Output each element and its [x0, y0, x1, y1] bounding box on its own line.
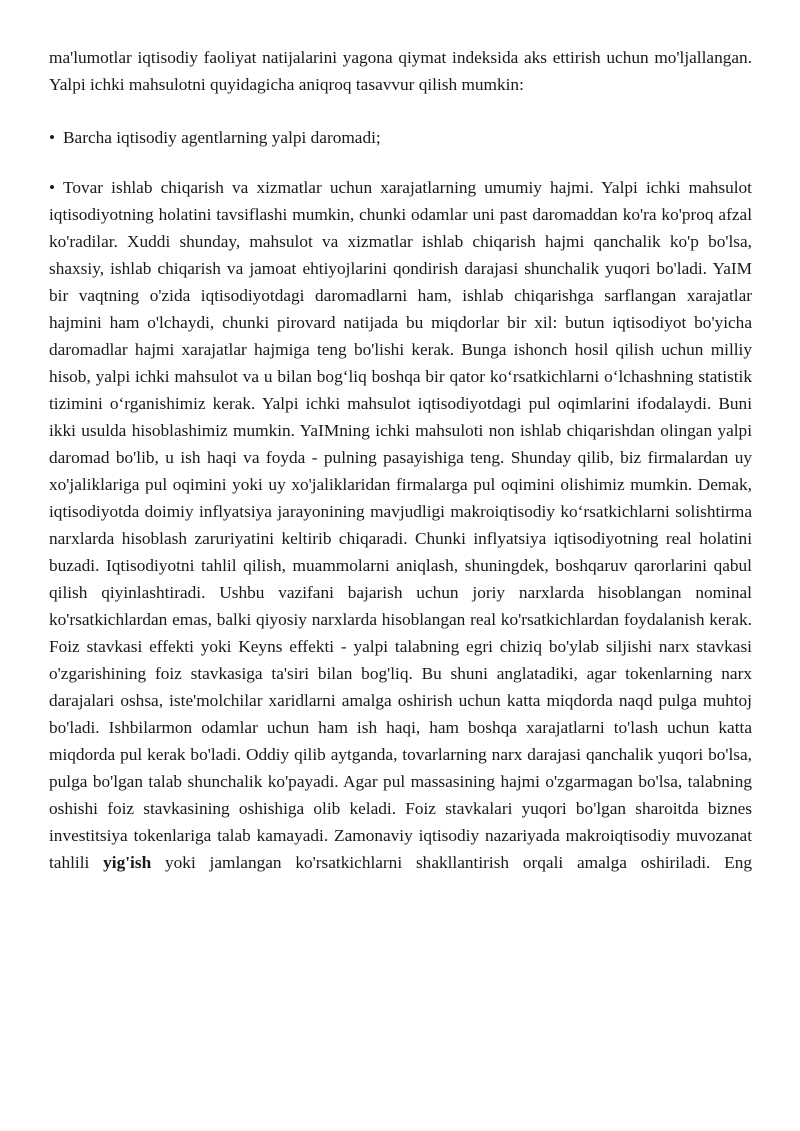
bullet-text: Tovar ishlab chiqarish va xizmatlar uchun xarajatlarning umumiy hajmi. Yalpi ichki mahsulot iqtisodiyotning holatini tavsiflashi mumkin, chunki odamlar uni past daromaddan ko'ra ko'proq afzal ko'radilar. Xuddi shunday, mahsulot va xizmatlar ishlab chiqarish hajmi qanchalik ko'p bo'lsa, shaxsiy, ishlab chiqarish va jamoat ehtiyojlarini qondirish darajasi shunchalik yuqori bo'ladi. YaIM bir vaqtning o'zida iqtisodiyotdagi daromadlarni ham, ishlab chiqarishga sarflangan xarajatlar hajmini ham o'lchaydi, chunki pirovard natijada bu miqdorlar bir xil: butun iqtisodiyot bo'yicha daromadlar hajmi xarajatlar hajmiga teng bo'lishi kerak. Bunga ishonch hosil qilish uchun milliy hisob, yalpi ichki mahsulot va u bilan bog‘liq boshqa bir qator ko‘rsatkichlarni o‘lchashning statistik tizimini o‘rganishimiz kerak. Yalpi ichki mahsulot iqtisodiyotdagi pul oqimlarini ifodalaydi. Buni ikki usulda hisoblashimiz mumkin. YaIMning ichki mahsuloti non ishlab chiqarishdan olingan yalpi daromad bo'lib, u ish haqi va foyda - pulning pasayishiga teng. Shunday qilib, biz firmalardan uy xo'jaliklariga pul oqimini yoki uy xo'jaliklaridan firmalarga pul oqimini olishimiz mumkin. Demak, iqtisodiyotda doimiy inflyatsiya jarayonining mavjudligi makroiqtisodiy ko‘rsatkichlarni solishtirma narxlarda hisoblash zaruriyatini keltirib chiqaradi. Chunki inflyatsiya iqtisodiyotning real holatini buzadi. Iqtisodiyotni tahlil qilish, muammolarni aniqlash, shuningdek, boshqaruv qarorlarini qabul qilish qiyinlashtiradi. Ushbu vazifani bajarish uchun joriy narxlarda hisoblangan nominal ko'rsatkichlardan emas, balki qiyosiy narxlarda hisoblangan real ko'rsatkichlardan foydalanish kerak. Foiz stavkasi effekti yoki Keyns effekti - yalpi talabning egri chiziq bo'ylab siljishi narx stavkasi o'zgarishining foiz stavkasiga ta'siri bilan bog'liq. Bu shuni anglatadiki, agar tokenlarning narx darajalari oshsa, iste'molchilar xaridlarni amalga oshirish uchun katta miqdorda naqd pulga muhtoj bo'ladi. Ishbilarmon odamlar uchun ham ish haqi, ham boshqa xarajatlarni to'lash uchun katta miqdorda pul kerak bo'ladi. Oddiy qilib aytganda, tovarlarning narx darajasi qanchalik yuqori bo'lsa, pulga bo'lgan talab shunchalik ko'payadi. Agar pul massasining hajmi o'zgarmagan bo'lsa, talabning oshishi foiz stavkasining oshishiga olib keladi. Foiz stavkalari yuqori bo'lgan sharoitda biznes investitsiya tokenlariga talab kamayadi. Zamonaviy iqtisodiy nazariyada makroiqtisodiy muvozanat tahlili	[49, 178, 752, 872]
intro-paragraph	[49, 44, 752, 98]
bullet-icon: •	[49, 128, 56, 147]
bullet-text: Barcha iqtisodiy agentlarning yalpi daromadi;	[63, 128, 381, 147]
bullet-text-tail: yoki jamlangan ko'rsatkichlarni shakllantirish orqali amalga oshiriladi. Eng	[165, 853, 752, 872]
bold-term: yig'ish	[103, 853, 152, 872]
bullet-item-income	[49, 124, 752, 151]
intro-text: ma'lumotlar iqtisodiy faoliyat natijalarini yagona qiymat indeksida aks ettirish uchun mo'ljallangan. Yalpi ichki mahsulotni quyidagicha aniqroq tasavvur qilish mumkin:	[49, 48, 752, 94]
bullet-icon: •	[49, 178, 56, 197]
bullet-item-expenditure	[49, 174, 752, 876]
